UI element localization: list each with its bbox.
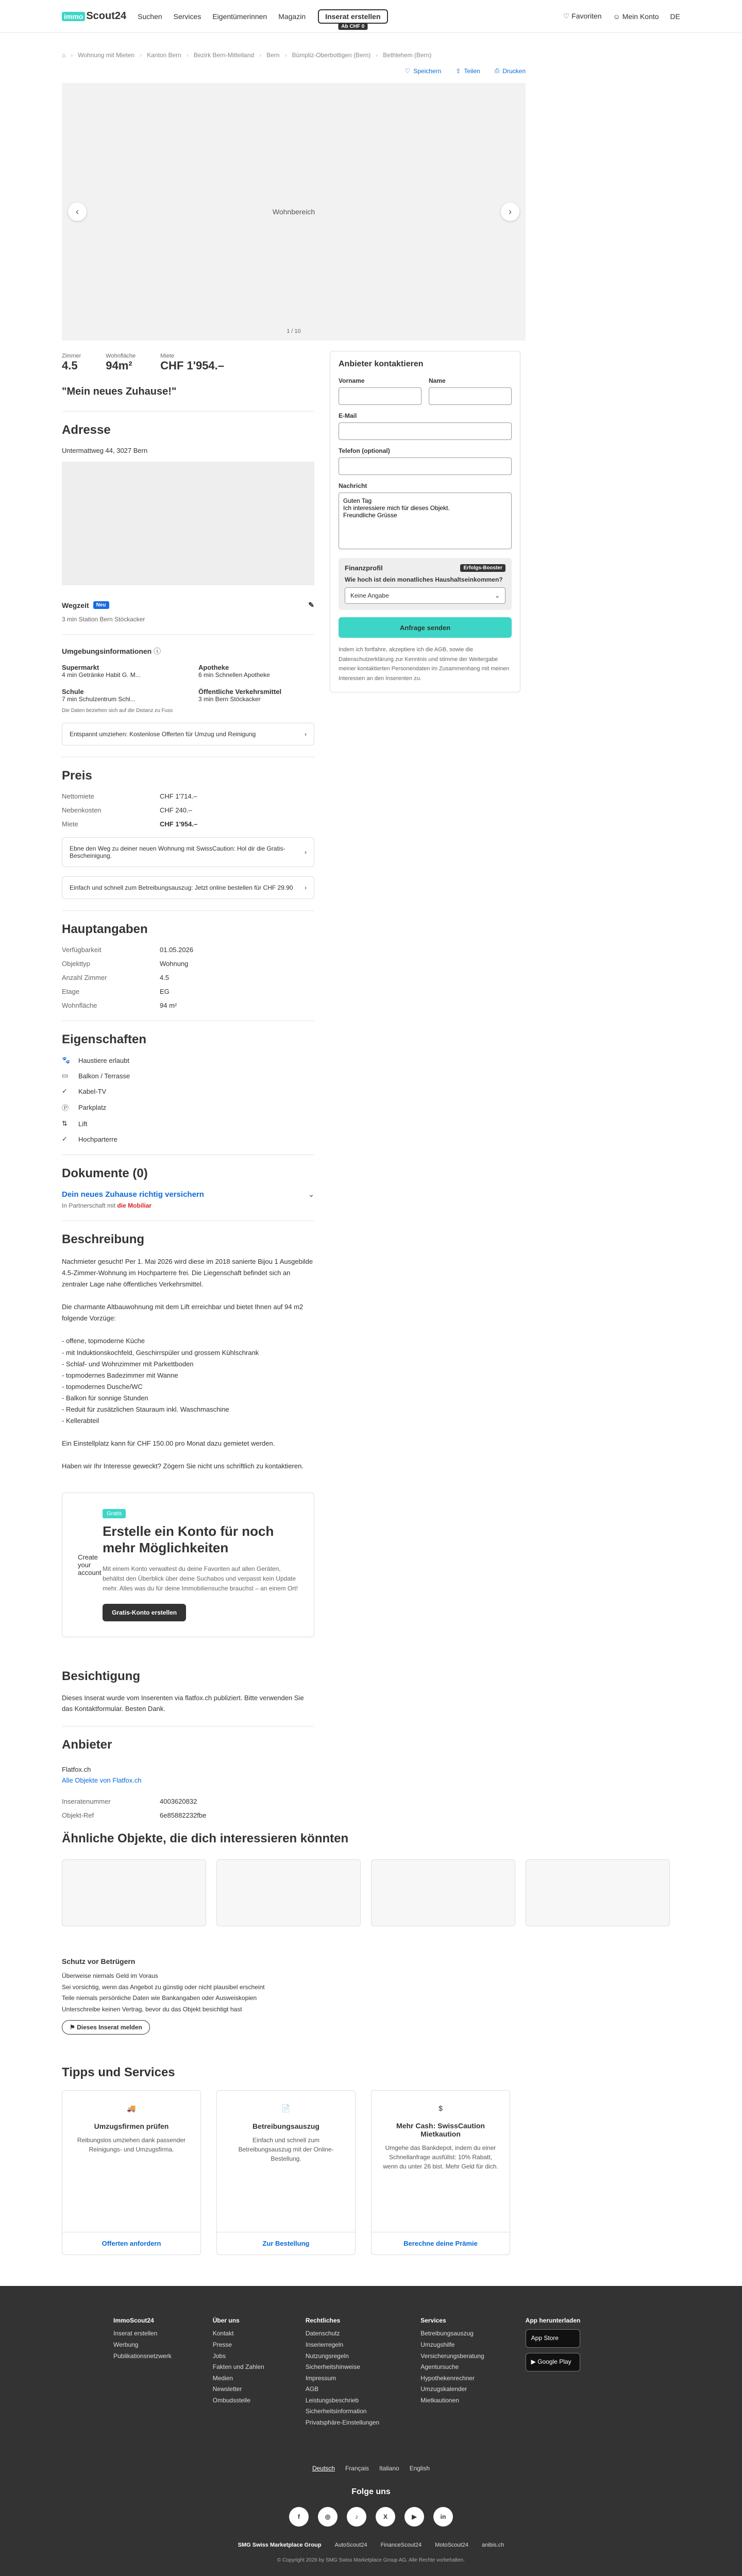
footer-heading: Über uns [212, 2317, 240, 2325]
footer-link[interactable]: Presse [212, 2341, 232, 2348]
listing-actions [0, 67, 742, 83]
footer-link[interactable]: Umzugshilfe [420, 2341, 455, 2348]
environment-section [62, 634, 314, 745]
env-note: Die Daten beziehen sich auf die Distanz zu Fuss [62, 708, 173, 714]
save-label: Speichern [413, 67, 442, 75]
info-key: Objekttyp [62, 960, 90, 968]
env-detail: 6 min Schnellen Apotheke [198, 671, 270, 679]
similar-card[interactable] [371, 1859, 515, 1926]
footer-link[interactable]: Werbung [113, 2341, 139, 2348]
breadcrumb: ⌂ › Wohnung mit Mieten › Kanton Bern › Bezirk Bern-Mittelland › Bern › Bümpliz-Oberbottigen (Bern) › Bethlehem (Bern) [62, 52, 432, 59]
app-store-label: App Store [531, 2334, 559, 2342]
form-heading: Anbieter kontaktieren [339, 360, 424, 368]
logo-mark: immo [62, 12, 85, 21]
provider-section [62, 1726, 314, 1819]
area-value: 94m² [106, 359, 132, 372]
parking-icon: Ⓟ [62, 1104, 69, 1112]
site-header [0, 0, 742, 33]
gallery-label: Wohnbereich [272, 208, 315, 216]
section-heading: Besichtigung [62, 1669, 141, 1684]
first-name-label: Vorname [339, 377, 365, 384]
route-label: Wegzeit [62, 601, 89, 609]
listing-title: "Mein neues Zuhause!" [62, 386, 177, 397]
save-button[interactable]: ♡ Speichern [404, 67, 442, 75]
feature-label: Kabel-TV [78, 1087, 107, 1095]
documents-section [62, 1155, 314, 1209]
tip-card [62, 2090, 201, 2255]
new-badge: Neu [93, 601, 109, 609]
chevron-left-icon[interactable]: ‹ [68, 202, 87, 221]
promo-image-alt: Create your account [78, 1553, 102, 1577]
rent-value: CHF 1'954.– [160, 359, 225, 372]
price-key: Miete [62, 820, 78, 828]
promo-title: Erstelle ein Konto für noch mehr Möglichkeiten [103, 1523, 274, 1555]
promo-badge: Gratis [103, 1509, 126, 1518]
linkedin-icon[interactable]: in [433, 2507, 453, 2527]
price-section [62, 757, 314, 899]
feature-label: Parkplatz [78, 1104, 107, 1111]
legal-text: Indem ich fortfahre, akzeptiere ich die AGB, sowie die Datenschutzerklärung zur Kenntnis und stimme der Weitergabe meiner kontaktierten Personendaten im Zusammenhang mit meinen Interessen an den Inserenten zu. [339, 647, 510, 682]
last-name-input[interactable] [429, 387, 512, 405]
footer-heading: ImmoScout24 [113, 2317, 154, 2325]
protect-item: Teile niemals persönliche Daten wie Bankangaben oder Ausweiskopien [62, 1994, 257, 2002]
truck-icon: 🚚 [127, 2104, 136, 2113]
footer-link[interactable]: Impressum [305, 2374, 336, 2382]
area-label: Wohnfläche [106, 353, 136, 359]
feature-label: Haustiere erlaubt [78, 1056, 129, 1064]
finance-title: Finanzprofil [345, 564, 383, 572]
insurance-link[interactable] [62, 1190, 314, 1209]
address-section [62, 411, 314, 623]
print-label: Drucken [502, 67, 526, 75]
description-list: - offene, topmoderne Küche - mit Induktionskochfeld, Geschirrspüler und grossem Kühlschrank - Schlaf- und Wohnzimmer mit Parkettboden - topmodernes Badezimmer mit Wanne - topmodernes Dusche/WC - Balkon für sonnige Stunden - Reduit für zusätzlichen Stauraum inkl. Waschmaschine - Kellerabteil [62, 1337, 259, 1425]
price-value: CHF 240.– [160, 806, 192, 814]
income-value: Keine Angabe [350, 592, 389, 599]
footer-link[interactable]: Betreibungsauszug [420, 2330, 474, 2337]
footer-heading: Services [420, 2317, 446, 2325]
app-store-button[interactable] [526, 2329, 581, 2348]
footer-link[interactable]: Sicherheitsinformation [305, 2408, 367, 2415]
tip-card [371, 2090, 510, 2255]
crumb[interactable]: Bezirk Bern-Mittelland [193, 52, 255, 59]
env-heading: Umgebungsinformationen [62, 647, 152, 655]
footer-link[interactable]: Hypothekenrechner [420, 2374, 475, 2382]
tip-title: Betreibungsauszug [252, 2122, 319, 2131]
banner-text: Einfach und schnell zum Betreibungsauszug: Jetzt online bestellen für CHF 29.90 [70, 884, 293, 891]
report-label: Dieses Inserat melden [77, 2024, 142, 2031]
provider-key: Objekt-Ref [62, 1811, 94, 1819]
provider-value: 4003620832 [160, 1797, 197, 1805]
language-switch[interactable]: DE [670, 12, 680, 21]
account-label: Mein Konto [622, 12, 659, 21]
tip-text: Einfach und schnell zum Betreibungsauszug mit der Online-Bestellung. [238, 2137, 334, 2163]
tip-title: Mehr Cash: SwissCaution Mietkaution [396, 2122, 485, 2139]
balcony-icon: ▭ [62, 1072, 69, 1079]
chevron-down-icon: ⌄ [308, 1190, 314, 1198]
footer-link[interactable]: Inserat erstellen [113, 2330, 158, 2337]
protect-item: Unterschreibe keinen Vertrag, bevor du das Objekt besichtigt hast [62, 2005, 242, 2013]
rent-label: Miete [160, 353, 175, 359]
key-stats [62, 353, 314, 372]
youtube-icon[interactable]: ▶ [404, 2507, 424, 2527]
dollar-icon: $ [439, 2104, 443, 2113]
edit-icon[interactable]: ✎ [308, 601, 314, 609]
income-select[interactable] [345, 587, 505, 604]
nav-services[interactable]: Services [173, 12, 201, 21]
address-line: Untermattweg 44, 3027 Bern [62, 447, 148, 454]
feature-label: Lift [78, 1120, 88, 1128]
tip-card [216, 2090, 356, 2255]
income-question: Wie hoch ist dein monatliches Haushaltseinkommen? [345, 576, 503, 583]
email-label: E-Mail [339, 412, 357, 419]
group-link[interactable]: AutoScout24 [334, 2541, 367, 2548]
lift-icon: ⇅ [62, 1120, 68, 1127]
env-type: Apotheke [198, 664, 229, 671]
check-icon: ✓ [62, 1087, 68, 1095]
check-icon: ✓ [62, 1135, 68, 1143]
info-value: 4.5 [160, 974, 170, 981]
x-icon[interactable]: X [376, 2507, 395, 2527]
share-button[interactable]: ⇪ Teilen [456, 67, 480, 75]
footer-link[interactable]: Umzugskalender [420, 2385, 467, 2393]
lang-option[interactable]: English [409, 2464, 430, 2472]
insurance-link-text[interactable]: Dein neues Zuhause richtig versichern [62, 1190, 204, 1199]
follow-heading: Folge uns [351, 2487, 391, 2496]
price-key: Nebenkosten [62, 806, 102, 814]
viewing-section [62, 1658, 314, 1715]
mobiliar-logo: die Mobiliar [117, 1202, 152, 1209]
footer-link[interactable]: AGB [305, 2385, 319, 2393]
info-key: Etage [62, 988, 79, 995]
env-item [62, 664, 178, 679]
chevron-down-icon: ⌄ [494, 592, 500, 599]
home-icon[interactable]: ⌂ [62, 52, 66, 59]
logo[interactable] [62, 10, 126, 22]
env-type: Supermarkt [62, 664, 99, 671]
feature-label: Balkon / Terrasse [78, 1072, 130, 1080]
section-heading: Beschreibung [62, 1232, 145, 1246]
description-paragraph: Ein Einstellplatz kann für CHF 150.00 pro Monat dazu gemietet werden. [62, 1439, 275, 1448]
section-heading: Preis [62, 769, 92, 783]
print-button[interactable]: ⎙ Drucken [494, 67, 526, 75]
tips-section [0, 2035, 742, 2286]
provider-value: 6e85882232fbe [160, 1811, 207, 1819]
description-paragraph: Die charmante Altbauwohnung mit dem Lift erreichbar und bietet Ihnen auf 94 m2 folgende Vorzüge: [62, 1303, 303, 1323]
footer-link[interactable]: Leistungsbeschrieb [305, 2396, 359, 2404]
provider-link[interactable]: Alle Objekte von Flatfox.ch [62, 1776, 142, 1784]
protect-heading: Schutz vor Betrügern [62, 1957, 136, 1965]
info-value: Wohnung [160, 960, 189, 968]
section-heading: Dokumente (0) [62, 1166, 148, 1180]
lang-option[interactable]: Italiano [379, 2464, 399, 2472]
app-heading: App herunterladen [525, 2317, 581, 2325]
lang-option[interactable]: Deutsch [312, 2464, 335, 2472]
footer-link[interactable]: Privatsphäre-Einstellungen [305, 2419, 380, 2427]
group-links [113, 2542, 629, 2548]
info-key: Wohnfläche [62, 1002, 97, 1009]
section-heading: Adresse [62, 423, 111, 437]
footer-link[interactable]: Versicherungsberatung [420, 2352, 484, 2360]
crumb[interactable]: Wohnung mit Mieten [78, 52, 135, 59]
main-info-section [62, 910, 314, 1009]
features-section [62, 1021, 314, 1143]
chevron-right-icon[interactable]: › [501, 202, 519, 221]
footer-link[interactable]: Agentursuche [420, 2363, 459, 2371]
listing-main [62, 341, 314, 1819]
lang-option[interactable]: Français [345, 2464, 369, 2472]
feature-label: Hochparterre [78, 1135, 117, 1143]
section-heading: Ähnliche Objekte, die dich interessieren könnten [62, 1831, 349, 1845]
section-heading: Anbieter [62, 1737, 112, 1752]
social-links [113, 2507, 629, 2527]
route-detail: 3 min Station Bern Stöckacker [62, 616, 145, 623]
group-link[interactable]: SMG Swiss Marketplace Group [238, 2541, 322, 2548]
price-value: CHF 1'954.– [160, 820, 198, 828]
report-listing-button[interactable]: ⚑ Dieses Inserat melden [62, 2020, 150, 2035]
google-play-label: Google Play [537, 2358, 571, 2365]
group-link[interactable]: FinanceScout24 [380, 2541, 422, 2548]
account-link[interactable]: ☺ Mein Konto [613, 12, 659, 21]
banner-text: Ebne den Weg zu deiner neuen Wohnung mit SwissCaution: Hol dir die Gratis-Bescheinigung. [70, 845, 285, 859]
group-link[interactable]: MotoScout24 [435, 2541, 468, 2548]
first-name-input[interactable] [339, 387, 421, 405]
rooms-value: 4.5 [62, 359, 78, 372]
create-listing-button[interactable] [318, 9, 387, 29]
group-link[interactable]: anibis.ch [481, 2541, 504, 2548]
site-footer [0, 2286, 742, 2576]
swisscaution-banner[interactable] [62, 837, 314, 867]
nav-eigentuemer[interactable]: Eigentümerinnen [212, 12, 267, 21]
language-list [113, 2465, 629, 2472]
finance-profile [339, 558, 512, 610]
env-detail: 3 min Bern Stöckacker [198, 696, 261, 703]
price-value: CHF 1'714.– [160, 792, 197, 800]
footer-link[interactable]: Fakten und Zahlen [212, 2363, 264, 2371]
nav-suchen[interactable]: Suchen [138, 12, 162, 21]
chevron-right-icon: › [305, 849, 307, 856]
nav-magazin[interactable]: Magazin [278, 12, 306, 21]
message-textarea[interactable] [339, 493, 512, 549]
crumb[interactable]: Bethlehem (Bern) [383, 52, 432, 59]
footer-heading: Rechtliches [305, 2317, 341, 2325]
section-heading: Hauptangaben [62, 922, 148, 936]
email-input[interactable] [339, 422, 512, 440]
info-key: Verfügbarkeit [62, 946, 102, 954]
protect-item: Sei vorsichtig, wenn das Angebot zu günstig oder nicht plausibel erscheint [62, 1983, 265, 1991]
footer-link[interactable]: Sicherheitshinweise [305, 2363, 360, 2371]
favorites-label: Favoriten [571, 12, 602, 20]
footer-link[interactable]: Mietkautionen [420, 2396, 459, 2404]
tip-text: Umgehe das Bankdepot, indem du einer Schnellanfrage ausfüllst: 10% Rabatt, wenn du unter 26 bist. Mehr Geld für dich. [383, 2144, 498, 2171]
footer-link[interactable]: Newsletter [212, 2385, 242, 2393]
env-detail: 4 min Getränke Habit G. M... [62, 671, 141, 679]
env-item [198, 688, 314, 703]
tip-link[interactable]: Berechne deine Prämie [372, 2232, 510, 2255]
account-promo [62, 1493, 314, 1637]
info-icon[interactable]: ⓘ [154, 647, 161, 655]
create-account-button[interactable]: Gratis-Konto erstellen [103, 1604, 186, 1621]
pet-icon: 🐾 [62, 1056, 71, 1064]
rooms-label: Zimmer [62, 353, 81, 359]
footer-link[interactable]: Datenschutz [305, 2330, 340, 2337]
last-name-label: Name [429, 377, 446, 384]
phone-label: Telefon (optional) [339, 447, 390, 454]
share-label: Teilen [464, 67, 480, 75]
env-type: Schule [62, 688, 84, 696]
tip-text: Reibungslos umziehen dank passender Reinigungs- und Umzugsfirma. [77, 2137, 186, 2154]
crumb[interactable]: Kanton Bern [147, 52, 181, 59]
viewing-text: Dieses Inserat wurde vom Inserenten via flatfox.ch publiziert. Bitte verwenden Sie das Kontaktformular. Besten Dank. [62, 1694, 304, 1713]
chevron-right-icon: › [305, 731, 307, 738]
description-paragraph: Nachmieter gesucht! Per 1. Mai 2026 wird diese im 2018 sanierte Bijou 1 Ausgebilde 4.5-Zimmer-Wohnung im Hochparterre frei. Die Liegenschaft befindet sich an zentraler Lage nahe öffentliches Verkehrsmittel. [62, 1258, 313, 1289]
info-value: EG [160, 988, 170, 995]
map[interactable] [62, 462, 314, 585]
similar-section [0, 1819, 742, 1957]
fraud-protection [0, 1957, 742, 2035]
footer-link[interactable]: Ombudsstelle [212, 2396, 251, 2404]
send-request-button[interactable]: Anfrage senden [339, 617, 512, 638]
env-item [62, 688, 178, 703]
tip-link[interactable]: Zur Bestellung [217, 2232, 355, 2255]
crumb[interactable]: Bümpliz-Oberbottigen (Bern) [292, 52, 371, 59]
footer-link[interactable]: Jobs [212, 2352, 226, 2360]
info-key: Anzahl Zimmer [62, 974, 107, 981]
section-heading: Eigenschaften [62, 1032, 147, 1046]
image-gallery[interactable] [62, 83, 526, 341]
partner-label: In Partnerschaft mit [62, 1202, 116, 1209]
env-detail: 7 min Schulzentrum Schl... [62, 696, 136, 703]
moving-offers-banner[interactable] [62, 723, 314, 745]
env-item [198, 664, 314, 679]
favorites-link[interactable]: ♡ Favoriten [563, 12, 602, 20]
tip-title: Umzugsfirmen prüfen [94, 2122, 169, 2131]
footer-link[interactable]: Nutzungsregeln [305, 2352, 349, 2360]
info-value: 01.05.2026 [160, 946, 194, 954]
cta-tag: Ab CHF 0 [338, 23, 367, 30]
env-type: Öffentliche Verkehrsmittel [198, 688, 282, 696]
price-key: Nettomiete [62, 792, 94, 800]
promo-text: Mit einem Konto verwaltest du deine Favoriten auf allen Geräten, behältst den Überblick über deine Suchabos und verpasst kein Update mehr. Alles was du für deine Immobiliensuche brauchst – an einem Ort! [103, 1565, 298, 1592]
chevron-right-icon: › [305, 884, 307, 891]
phone-input[interactable] [339, 457, 512, 475]
tip-link[interactable]: Offerten anfordern [62, 2232, 200, 2255]
description-section [62, 1221, 314, 1472]
protect-item: Überweise niemals Geld im Voraus [62, 1972, 158, 1979]
footer-link[interactable]: Kontakt [212, 2330, 234, 2337]
document-icon: 📄 [281, 2104, 291, 2113]
booster-badge: Erfolgs-Booster [460, 564, 505, 572]
message-label: Nachricht [339, 482, 367, 489]
copyright: © Copyright 2026 by SMG Swiss Marketplace Group AG. Alle Rechte vorbehalten. [277, 2557, 465, 2563]
description-paragraph: Haben wir Ihr Interesse geweckt? Zögern Sie nicht uns schriftlich zu kontaktieren. [62, 1462, 303, 1470]
banner-text: Entspannt umziehen: Kostenlose Offerten für Umzug und Reinigung [70, 731, 256, 738]
google-play-button[interactable]: ▶ Google Play [526, 2353, 581, 2371]
facebook-icon[interactable]: f [289, 2507, 309, 2527]
footer-link[interactable]: Medien [212, 2374, 233, 2382]
debt-extract-banner[interactable] [62, 876, 314, 899]
contact-form [330, 351, 520, 692]
info-value: 94 m² [160, 1002, 177, 1009]
provider-name: Flatfox.ch [62, 1765, 91, 1773]
similar-card[interactable] [526, 1859, 670, 1926]
similar-card[interactable] [62, 1859, 206, 1926]
gallery-counter: 1 / 10 [286, 328, 301, 334]
similar-card[interactable] [216, 1859, 361, 1926]
footer-link[interactable]: Inserierregeln [305, 2341, 344, 2348]
instagram-icon[interactable]: ◎ [318, 2507, 338, 2527]
main-nav [138, 12, 306, 21]
section-heading: Tipps und Services [62, 2065, 175, 2080]
logo-text: Scout24 [86, 10, 127, 22]
cta-label: Inserat erstellen [325, 12, 381, 21]
footer-link[interactable]: Publikationsnetzwerk [113, 2352, 172, 2360]
tiktok-icon[interactable]: ♪ [347, 2507, 366, 2527]
crumb[interactable]: Bern [266, 52, 280, 59]
provider-key: Inseratenummer [62, 1797, 111, 1805]
